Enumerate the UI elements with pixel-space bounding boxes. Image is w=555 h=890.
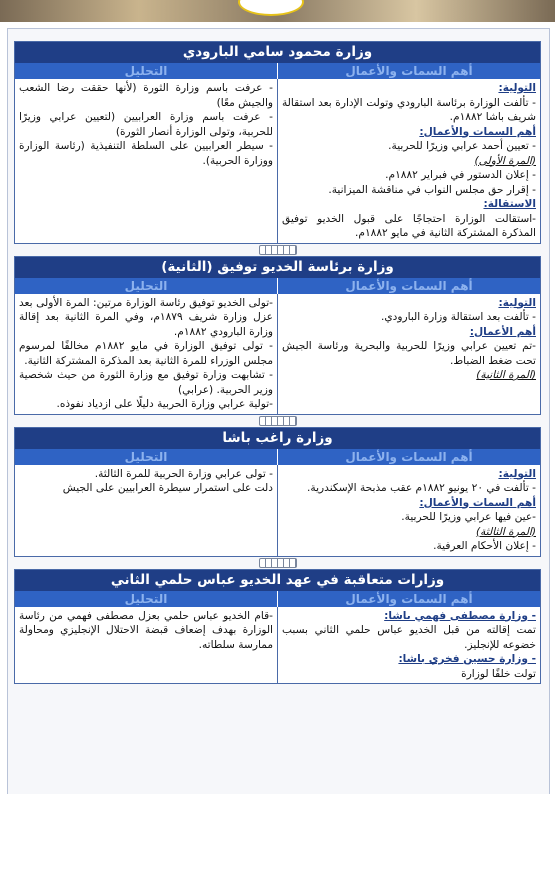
text-line: -تم تعيين عرابي وزيرًا للحربية والبحرية ورئاسة الجيش تحت ضغط الضباط. [282,340,536,367]
text-line: - تولى توفيق الوزارة في مايو ١٨٨٢م مخالفًا لمرسوم مجلس الوزراء للمرة الثانية بعد المذكرة المشتركة الثانية. [19,340,273,367]
analysis-column [15,465,277,556]
text-line: -قام الخديو عباس حلمي بعزل مصطفى فهمي من رئاسة الوزارة بهدف إضعاف قبضة الاحتلال الإنجليزي ومحاولة ممارسة سلطاته. [19,609,273,651]
section-connector [14,415,541,427]
left-column-header: التحليل [15,278,278,294]
subheading: أهم الأعمال: [469,325,536,338]
subheading: أهم السمات والأعمال: [419,125,536,138]
right-column-header: أهم السمات والأعمال [278,449,540,465]
text-line: -تولية عرابي وزارة الحربية دليلًا على ازدياد نفوذه. [56,398,273,410]
emphasis-note: (المرة الأولى) [474,154,536,167]
text-line: - عرفت باسم وزارة العرابيين (لتعيين عرابي وزيرًا للحربية، وتولى الوزارة أنصار الثورة) [19,111,273,138]
section-2 [14,256,541,415]
connector-icon [259,416,297,426]
column-headers [15,63,540,79]
features-column [277,465,540,556]
analysis-column [15,294,277,414]
text-line: دلت على استمرار سيطرة العرابيين على الجيش [62,482,273,494]
analysis-column [15,607,277,684]
left-column-header: التحليل [15,591,278,607]
text-line: - سيطر العرابيين على السلطة التنفيذية (رئاسة الوزارة ووزارة الحربية). [19,140,273,167]
text-line: -عين فيها عرابي وزيرًا للحربية. [401,511,536,523]
section-body [15,465,540,556]
subheading: - وزارة حسين فخري باشا: [398,653,536,665]
section-title: وزارة برئاسة الخديو توفيق (الثانية) [15,257,540,278]
subheading: التولية: [498,82,536,94]
text-line: - عرفت باسم وزارة الثورة (لأنها حققت رضا الشعب والجيش معًا) [19,82,273,109]
connector-icon [259,558,297,568]
emphasis-note: (المرة الثانية) [476,369,536,381]
analysis-column [15,79,277,243]
blank-bottom-area [0,794,555,890]
text-line: - تولى عرابي وزارة الحربية للمرة الثالثة. [94,467,273,480]
right-column-header: أهم السمات والأعمال [278,63,540,79]
column-headers [15,278,540,294]
section-title: وزارة محمود سامي البارودي [15,42,540,63]
column-headers [15,449,540,465]
features-column [277,607,540,684]
sections-container [14,41,541,684]
features-column [277,79,540,243]
text-line: - تشابهت وزارة توفيق مع وزارة الثورة من حيث شخصية وزير الحربية. (عرابي) [19,369,273,396]
section-4 [14,569,541,685]
connector-icon [259,245,297,255]
section-1 [14,41,541,244]
right-column-header: أهم السمات والأعمال [278,591,540,607]
section-3 [14,427,541,557]
section-body [15,607,540,684]
section-body [15,294,540,414]
features-column [277,294,540,414]
emphasis-note: (المرة الثالثة) [475,525,536,538]
document-page [7,28,550,796]
subheading: التولية: [498,296,536,309]
section-connector [14,244,541,256]
section-connector [14,557,541,569]
text-line: تمت إقالته من قبل الخديو عباس حلمي الثاني بسبب خضوعه للإنجليز. [282,624,536,651]
right-column-header: أهم السمات والأعمال [278,278,540,294]
subheading: التولية: [498,467,536,480]
text-line: - إعلان الأحكام العرفية. [433,540,536,552]
text-line: - تعيين أحمد عرابي وزيرًا للحربية. [388,140,536,152]
text-line: - تألفت بعد استقالة وزارة البارودي. [380,311,536,323]
text-line: - تألفت الوزارة برئاسة البارودي وتولت الإدارة بعد استقالة شريف باشا ١٨٨٢م. [282,96,536,123]
column-headers [15,591,540,607]
text-line: تولت خلفًا لوزارة [461,667,536,680]
left-column-header: التحليل [15,449,278,465]
text-line: -استقالت الوزارة احتجاجًا على قبول الخديو توفيق المذكرة المشتركة الثانية في مايو ١٨٨٢م. [282,212,536,239]
section-body [15,79,540,243]
subheading: - وزارة مصطفى فهمي باشا: [384,609,536,622]
subheading: أهم السمات والأعمال: [419,496,536,509]
subheading: الاستقالة: [483,198,536,210]
left-column-header: التحليل [15,63,278,79]
text-line: - إعلان الدستور في فبراير ١٨٨٢م. [385,169,536,181]
text-line: - إقرار حق مجلس النواب في مناقشة الميزانية. [328,183,536,196]
text-line: -تولى الخديو توفيق رئاسة الوزارة مرتين: المرة الأولى بعد عزل وزارة شريف ١٨٧٩م، وفي المرة الثانية بعد إقالة وزارة البارودي ١٨٨٢م. [19,296,273,338]
text-line: - تألفت في ٢٠ يونيو ١٨٨٢م عقب مذبحة الإسكندرية. [307,482,536,494]
section-title: وزارات متعاقبة في عهد الخديو عباس حلمي الثاني [15,570,540,591]
section-title: وزارة راغب باشا [15,428,540,449]
